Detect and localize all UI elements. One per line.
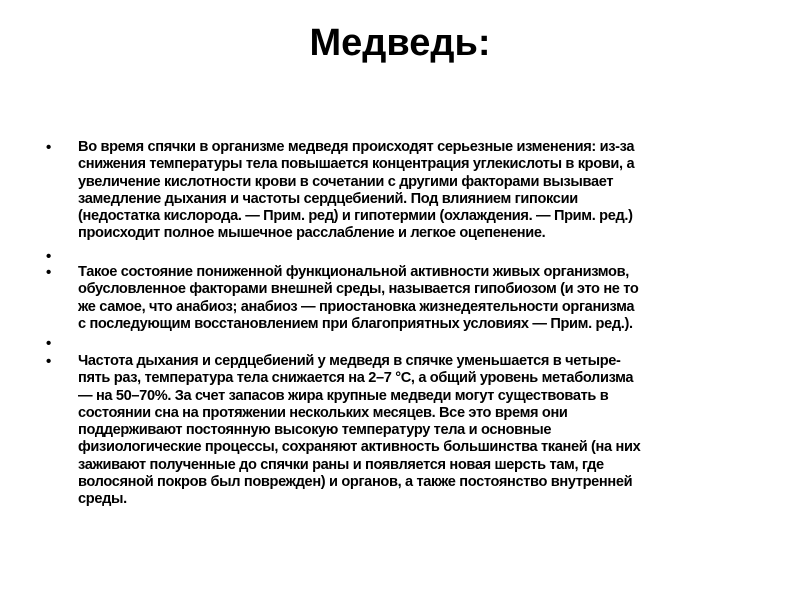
- slide-title: Медведь:: [309, 22, 491, 64]
- text-line: происходит полное мышечное расслабление и легкое оцепенение.: [78, 225, 546, 242]
- text-line: замедление дыхания и частоты сердцебиений. Под влиянием гипоксии: [78, 190, 578, 207]
- text-line: Во время спячки в организме медведя происходят серьезные изменения: из-за: [78, 139, 635, 155]
- text-line: снижения температуры тела повышается концентрация углекислоты в крови, а: [78, 156, 635, 173]
- text-line: заживают полученные до спячки раны и появляется новая шерсть там, где: [78, 456, 604, 473]
- text-line: Такое состояние пониженной функциональной активности живых организмов,: [78, 264, 629, 280]
- text-line: — на 50–70%. За счет запасов жира крупные медведи могут существовать в: [78, 387, 609, 404]
- text-line: состоянии сна на протяжении нескольких месяцев. Все это время они: [78, 404, 568, 421]
- bullet-icon: •: [46, 248, 52, 265]
- text-line: обусловленное факторами внешней среды, называется гипобиозом (и это не то: [78, 281, 639, 298]
- text-line: пять раз, температура тела снижается на 2–7 °С, а общий уровень метаболизма: [78, 370, 634, 387]
- text-line: с последующим восстановлением при благоприятных условиях — Прим. ред.).: [78, 315, 633, 332]
- bullet-icon: •: [46, 139, 52, 156]
- bullet-icon: •: [46, 335, 52, 352]
- bullet-text: [78, 264, 638, 333]
- bullet-text: [78, 353, 640, 509]
- bullet-icon: •: [46, 264, 52, 281]
- bullet-icon: •: [46, 353, 52, 370]
- text-line: увеличение кислотности крови в сочетании с другими факторами вызывает: [78, 173, 614, 190]
- text-line: же самое, что анабиоз; анабиоз — приостановка жизнедеятельности организма: [78, 298, 635, 315]
- text-line: волосяной покров был поврежден) и органов, а также постоянство внутренней: [78, 474, 633, 491]
- text-line: Частота дыхания и сердцебиений у медведя в спячке уменьшается в четыре-: [78, 353, 621, 369]
- text-line: физиологические процессы, сохраняют активность большинства тканей (на них: [78, 439, 641, 456]
- text-line: (недостатка кислорода. — Прим. ред) и гипотермии (охлаждения. — Прим. ред.): [78, 208, 633, 225]
- text-line: поддерживают постоянную высокую температуру тела и основные: [78, 422, 552, 439]
- bullet-text: [78, 139, 634, 243]
- text-line: среды.: [78, 491, 127, 508]
